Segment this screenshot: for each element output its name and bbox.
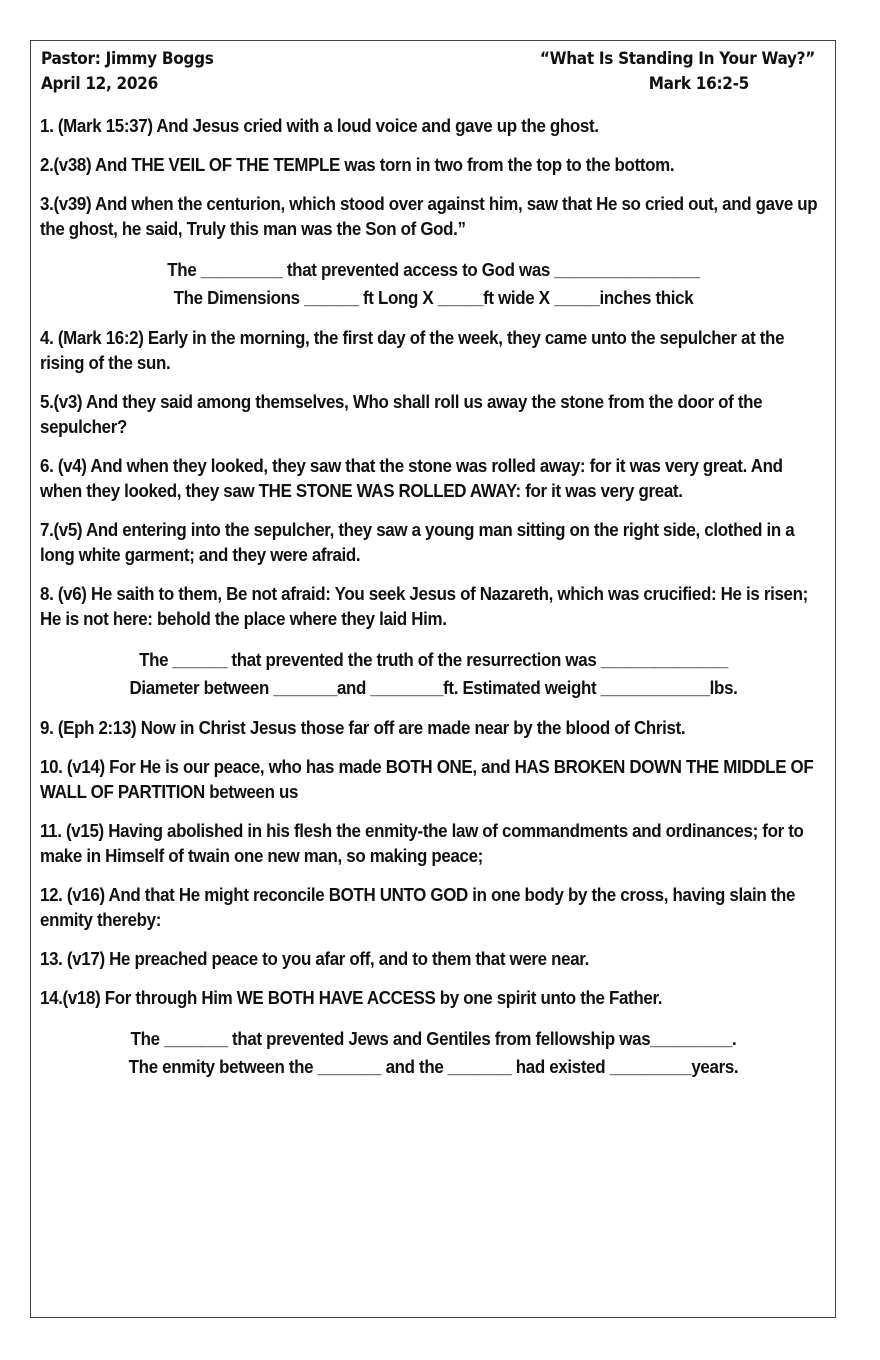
verse-9: 9. (Eph 2:13) Now in Christ Jesus those far off are made near by the blood of Christ. [40, 718, 686, 738]
verse-3: 3.(v39) And when the centurion, which stood over against him, saw that He so cried out, and gave up the ghost, he said, Truly this man was the Son of God.” [40, 194, 818, 239]
scripture-reference: Mark 16:2-5 [648, 74, 749, 94]
verse-1: 1. (Mark 15:37) And Jesus cried with a loud voice and gave up the ghost. [40, 116, 599, 136]
fill-in-line: The ______ that prevented the truth of the resurrection was ______________ [139, 650, 728, 670]
verse-13: 13. (v17) He preached peace to you afar off, and to them that were near. [40, 949, 590, 969]
pastor-name: Pastor: Jimmy Boggs [41, 49, 214, 69]
fill-in-line: The Dimensions ______ ft Long X _____ft wide X _____inches thick [173, 288, 694, 308]
handout-page [30, 40, 836, 1318]
verse-2: 2.(v38) And THE VEIL OF THE TEMPLE was torn in two from the top to the bottom. [40, 155, 675, 175]
verse-12: 12. (v16) And that He might reconcile BOTH UNTO GOD in one body by the cross, having slain the enmity thereby: [40, 885, 796, 930]
verse-11: 11. (v15) Having abolished in his flesh the enmity-the law of commandments and ordinances; for to make in Himself of twain one new man, so making peace; [40, 821, 804, 866]
fill-in-block-3 [40, 1025, 827, 1081]
sermon-notes [40, 114, 827, 1095]
header [41, 49, 825, 95]
verse-14: 14.(v18) For through Him WE BOTH HAVE ACCESS by one spirit unto the Father. [40, 988, 663, 1008]
sermon-title: “What Is Standing In Your Way?” [539, 49, 815, 69]
fill-in-line: The enmity between the _______ and the _______ had existed _________years. [128, 1057, 739, 1077]
fill-in-line: The _______ that prevented Jews and Gentiles from fellowship was_________. [130, 1029, 737, 1049]
fill-in-line: Diameter between _______and ________ft. Estimated weight ____________lbs. [129, 678, 738, 698]
verse-6: 6. (v4) And when they looked, they saw that the stone was rolled away: for it was very great. And when they looked, they saw THE STONE WAS ROLLED AWAY: for it was very great. [40, 456, 783, 501]
sermon-date: April 12, 2026 [41, 74, 158, 94]
verse-10: 10. (v14) For He is our peace, who has made BOTH ONE, and HAS BROKEN DOWN THE MIDDLE OF WALL OF PARTITION between us [40, 757, 814, 802]
verse-4: 4. (Mark 16:2) Early in the morning, the first day of the week, they came unto the sepulcher at the rising of the sun. [40, 328, 785, 373]
fill-in-block-1 [40, 256, 827, 312]
verse-7: 7.(v5) And entering into the sepulcher, they saw a young man sitting on the right side, clothed in a long white garment; and they were afraid. [40, 520, 795, 565]
fill-in-block-2 [40, 646, 827, 702]
fill-in-line: The _________ that prevented access to God was ________________ [167, 260, 700, 280]
verse-8: 8. (v6) He saith to them, Be not afraid: You seek Jesus of Nazareth, which was crucified: He is risen; He is not here: behold the place where they laid Him. [40, 584, 808, 629]
verse-5: 5.(v3) And they said among themselves, Who shall roll us away the stone from the door of the sepulcher? [40, 392, 763, 437]
